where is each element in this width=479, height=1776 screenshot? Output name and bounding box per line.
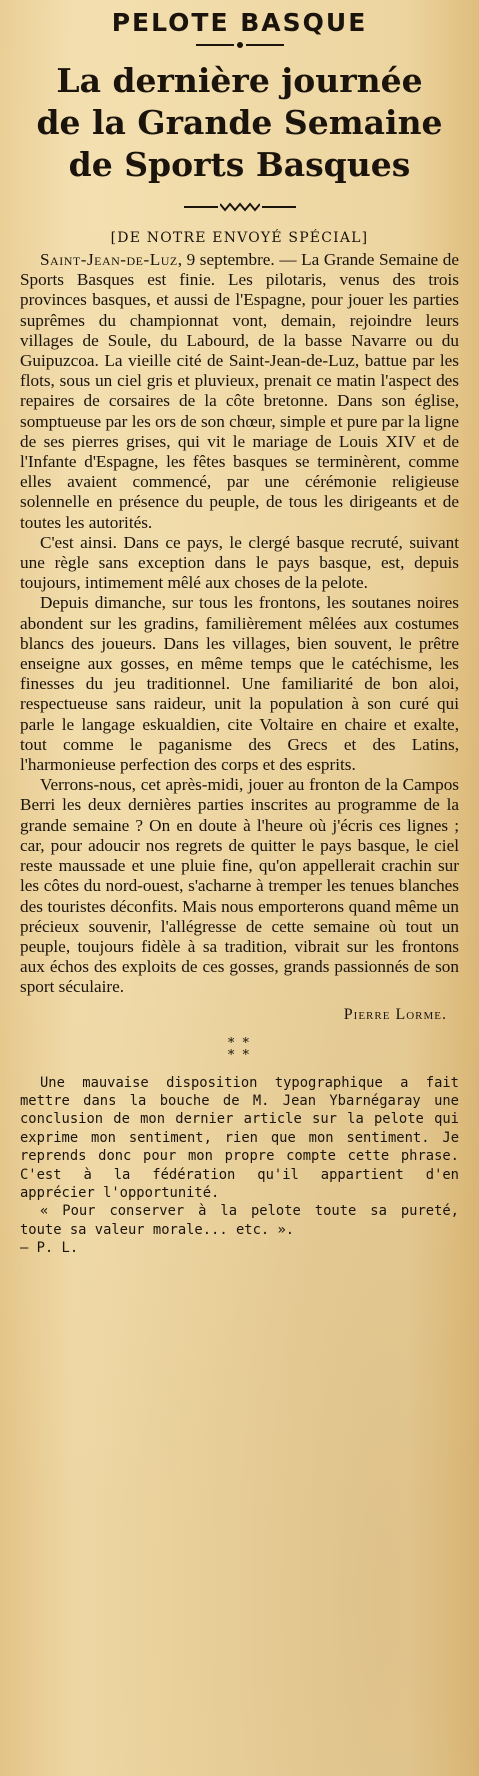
note-paragraph: Une mauvaise disposition typographique a fait mettre dans la bouche de M. Jean Ybarnégaray une conclusion de mon dernier article sur la pelote qui exprime mon sentiment, rien que mon sentiment. Je reprends donc pour mon propre compte cette phrase. C'est à la fédération qu'il appartient d'en apprécier l'opportunité. (20, 1074, 459, 1201)
note-initials: — P. L. (20, 1240, 79, 1257)
dateline-date: , 9 septembre. — (177, 250, 302, 269)
headline (20, 60, 459, 186)
asterism-top: * * (227, 1035, 252, 1051)
ornament-rule-right (262, 206, 296, 208)
article-paragraph: C'est ainsi. Dans ce pays, le clergé basque recruté, suivant une règle sans exception dans le pays basque, est, depuis toujours, intimement mêlé aux choses de la pelote. (20, 532, 459, 593)
divider-dot (237, 42, 243, 48)
asterism-bottom: * * (227, 1047, 252, 1063)
section-divider (20, 42, 459, 48)
byline: [DE NOTRE ENVOYÉ SPÉCIAL] (110, 230, 369, 246)
paragraph-text: La Grande Semaine de Sports Basques est finie. Les pilotaris, venus des trois provinces basques, et aussi de l'Espagne, pour jouer les parties suprêmes du championnat vont, demain, rejoindre leurs villages de Soule, du Labourd, de la basse Navarre ou du Guipuzcoa. La vieille cité de Saint-Jean-de-Luz, battue par les flots, sous un ciel gris et pluvieux, prenait ce matin l'aspect des repaires de corsaires de la côte bretonne. Dans son église, somptueuse par les ors de son chœur, simple et pure par la ligne de ses pierres grises, qui vit le mariage de Louis XIV et de l'Infante d'Espagne, les fêtes basques se terminèrent, comme elles avaient commencé, par une cérémonie religieuse solennelle en présence du peuple, de tous les dirigeants et de toutes les autorités. (20, 250, 459, 532)
section-heading: PELOTE BASQUE (111, 8, 368, 37)
correction-note (20, 1074, 459, 1258)
divider-line-right (246, 44, 284, 46)
ornament-rule-left (184, 206, 218, 208)
headline-ornament (20, 202, 459, 212)
wave-ornament-icon (220, 202, 260, 212)
article-paragraph: Verrons-nous, cet après-midi, jouer au fronton de la Campos Berri les deux dernières parties inscrites au programme de la grande semaine ? On en doute à l'heure où j'écris ces lignes ; car, pour adoucir nos regrets de quitter le pays basque, le ciel reste maussade et une pluie fine, qu'on appellerait crachin sur les côtes du nord-ouest, s'acharne à tremper les tenues blanches des touristes déconfits. Mais nous emporterons quand même un précieux souvenir, l'allégresse de cette semaine où tout un peuple, toujours fidèle à sa tradition, vibrait sur les frontons aux échos des exploits de ces gosses, grands passionnés de son sport séculaire. (20, 775, 459, 997)
author-signature: Pierre Lorme. (343, 1005, 447, 1023)
headline-line-3: de Sports Basques (68, 145, 411, 184)
divider-line-left (196, 44, 234, 46)
headline-line-1: La dernière journée (56, 61, 423, 100)
article-body (20, 250, 459, 998)
headline-line-2: de la Grande Semaine (36, 103, 443, 142)
asterism-separator (20, 1035, 459, 1063)
article-paragraph: Depuis dimanche, sur tous les frontons, les soutanes noires abondent sur les gradins, familièrement mêlées aux costumes blancs des joueurs. Dans les villages, bien souvent, le prêtre enseigne aux gosses, en même temps que le catéchisme, les finesses du jeu traditionnel. Une familiarité de bon aloi, respectueuse sans raideur, unit la population à son curé qui parle le langage eskualdien, cite Voltaire en chaire et exalte, tout comme le paganisme des Grecs et des Latins, l'harmonieuse perfection des corps et des esprits. (20, 593, 459, 775)
article-paragraph (20, 250, 459, 533)
dateline-place: Saint-Jean-de-Luz (40, 250, 178, 269)
note-quote: « Pour conserver à la pelote toute sa pureté, toute sa valeur morale... etc. ». (20, 1203, 459, 1238)
